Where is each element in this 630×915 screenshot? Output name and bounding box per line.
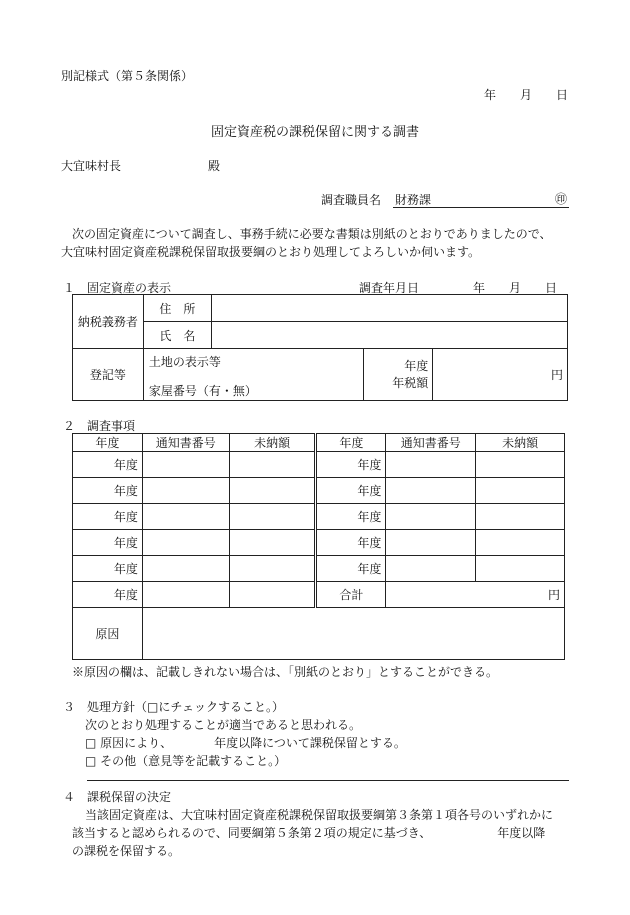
- yen-unit: 円: [550, 368, 563, 382]
- unpaid-cell[interactable]: [229, 582, 316, 608]
- notice-cell[interactable]: [142, 452, 229, 478]
- unpaid-cell[interactable]: [476, 504, 565, 530]
- col-year-left: 年度: [73, 434, 143, 452]
- unpaid-cell[interactable]: [229, 452, 316, 478]
- section1-heading: １ 固定資産の表示: [63, 281, 172, 295]
- row-year-left[interactable]: 年度: [73, 582, 143, 608]
- notice-cell[interactable]: [142, 556, 229, 582]
- section3-line1: 次のとおり処理することが適当であると思われる。: [85, 718, 362, 732]
- col-unpaid-right: 未納額: [476, 434, 565, 452]
- tax-amount-field[interactable]: [433, 349, 568, 401]
- col-notice-left: 通知書番号: [142, 434, 229, 452]
- section4-line3: の課税を保留する。: [72, 844, 181, 858]
- investigator-label: 調査職員名: [321, 193, 382, 207]
- notice-cell[interactable]: [142, 530, 229, 556]
- intro-line-2: 大宜味村固定資産税課税保留取扱要綱のとおり処理してよろしいか伺います。: [61, 245, 481, 259]
- row-year-left[interactable]: 年度: [73, 452, 143, 478]
- investigator-underline: [393, 207, 569, 208]
- notice-cell[interactable]: [386, 452, 476, 478]
- row-year-right[interactable]: 年度: [316, 478, 386, 504]
- tax-amount-label: 年税額: [392, 375, 429, 390]
- seal-mark: ㊞: [555, 192, 568, 206]
- unpaid-cell[interactable]: [476, 556, 565, 582]
- survey-table: [72, 433, 565, 660]
- land-label: 土地の表示等: [148, 355, 221, 369]
- row-year-left[interactable]: 年度: [73, 478, 143, 504]
- notice-cell[interactable]: [386, 504, 476, 530]
- unpaid-cell[interactable]: [229, 530, 316, 556]
- total-label: 合計: [316, 582, 386, 608]
- notice-cell[interactable]: [142, 582, 229, 608]
- reason-label: 原因: [73, 608, 143, 660]
- yen-unit: 円: [547, 588, 560, 602]
- col-unpaid-left: 未納額: [229, 434, 316, 452]
- row-year-right[interactable]: 年度: [316, 504, 386, 530]
- section4-line2: 該当すると認められるので、同要綱第５条第２項の規定に基づき、 年度以降: [72, 826, 546, 840]
- notice-cell[interactable]: [386, 530, 476, 556]
- asset-table: [72, 294, 568, 401]
- row-year-left[interactable]: 年度: [73, 504, 143, 530]
- opinion-line: [87, 780, 569, 781]
- reason-note: ※原因の欄は、記載しきれない場合は、「別紙のとおり」とすることができる。: [72, 665, 499, 679]
- honorific: 殿: [208, 159, 221, 173]
- notice-cell[interactable]: [142, 504, 229, 530]
- notice-cell[interactable]: [142, 478, 229, 504]
- section4-heading: ４ 課税保留の決定: [63, 790, 172, 804]
- taxpayer-label: 納税義務者: [73, 295, 144, 349]
- name-label: 氏 名: [143, 322, 211, 349]
- section3-heading: ３ 処理方針（□にチェックすること。）: [63, 700, 284, 714]
- survey-date: 年 月 日: [473, 281, 558, 295]
- row-year-right[interactable]: 年度: [316, 530, 386, 556]
- row-year-left[interactable]: 年度: [73, 556, 143, 582]
- section4-line1: 当該固定資産は、大宜味村固定資産税課税保留取扱要綱第３条第１項各号のいずれかに: [85, 808, 554, 822]
- row-year-left[interactable]: 年度: [73, 530, 143, 556]
- document-title: 固定資産税の課税保留に関する調書: [210, 125, 419, 140]
- investigator-dept: 財務課: [395, 193, 432, 207]
- notice-cell[interactable]: [386, 556, 476, 582]
- document-date: 年 月 日: [484, 88, 569, 102]
- registration-field[interactable]: [143, 349, 364, 401]
- address-field[interactable]: [211, 295, 567, 322]
- option-other-checkbox[interactable]: □ その他（意見等を記載すること。）: [85, 754, 287, 768]
- notice-cell[interactable]: [386, 478, 476, 504]
- survey-date-label: 調査年月日: [359, 281, 420, 295]
- unpaid-cell[interactable]: [476, 478, 565, 504]
- address-label: 住 所: [143, 295, 211, 322]
- unpaid-cell[interactable]: [476, 452, 565, 478]
- col-year-right: 年度: [316, 434, 386, 452]
- section2-heading: ２ 調査事項: [63, 419, 136, 433]
- year-tax-label: [364, 349, 433, 401]
- unpaid-cell[interactable]: [229, 504, 316, 530]
- reason-field[interactable]: [142, 608, 564, 660]
- row-year-right[interactable]: 年度: [316, 452, 386, 478]
- unpaid-cell[interactable]: [229, 478, 316, 504]
- unpaid-cell[interactable]: [229, 556, 316, 582]
- addressee: 大宜味村長: [61, 159, 122, 173]
- unpaid-cell[interactable]: [476, 530, 565, 556]
- year-label: 年度: [404, 358, 429, 373]
- form-label: 別記様式（第５条関係）: [61, 69, 194, 83]
- option-reason-checkbox[interactable]: □ 原因により、 年度以降について課税保留とする。: [85, 736, 406, 750]
- name-field[interactable]: [211, 322, 567, 349]
- row-year-right[interactable]: 年度: [316, 556, 386, 582]
- registration-label: 登記等: [73, 349, 144, 401]
- house-label: 家屋番号（有・無）: [148, 384, 257, 398]
- col-notice-right: 通知書番号: [386, 434, 476, 452]
- total-field[interactable]: [386, 582, 565, 608]
- intro-line-1: 次の固定資産について調査し、事務手続に必要な書類は別紙のとおりでありましたので、: [72, 227, 552, 241]
